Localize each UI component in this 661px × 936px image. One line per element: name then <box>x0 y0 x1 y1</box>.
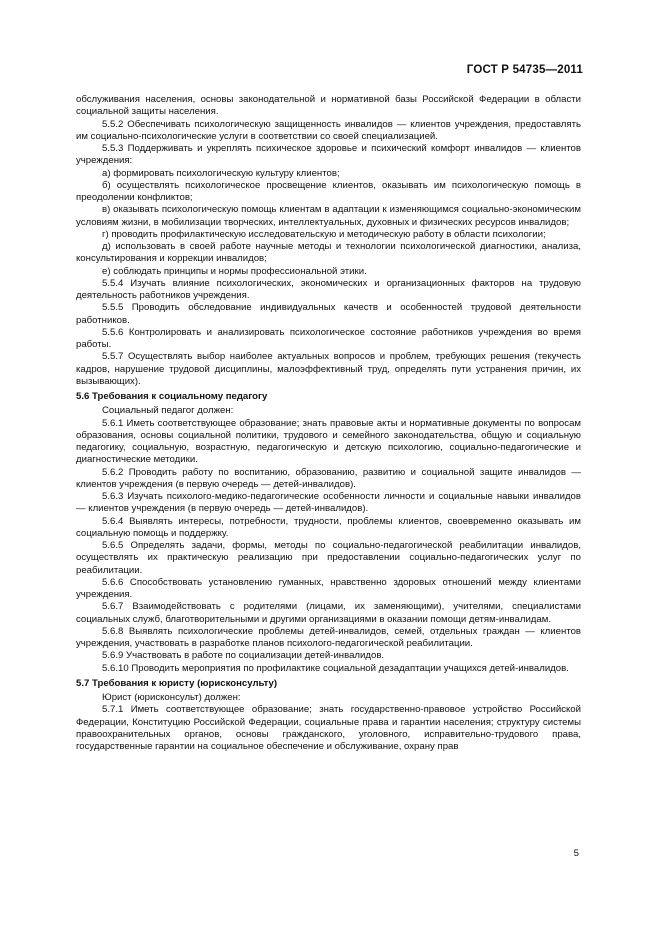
section-intro: Юрист (юрисконсульт) должен: <box>102 692 241 703</box>
list-item-b: б) осуществлять психологическое просвещение клиентов, оказывать им психологическую помощь в преодолении конфликтов; <box>76 179 581 203</box>
document-body <box>76 94 581 753</box>
list-item-e: е) соблюдать принципы и нормы профессиональной этики. <box>102 265 367 277</box>
clause-5-6-8: 5.6.8 Выявлять психологические проблемы детей-инвалидов, семей, отдельных граждан — клиентов учреждения, участвовать в разработке планов психолого-педагогической реабилитации. <box>76 625 581 649</box>
clause-5-6-4: 5.6.4 Выявлять интересы, потребности, трудности, проблемы клиентов, своевременно оказывать им социальную помощь и поддержку. <box>76 515 581 539</box>
clause-5-7-1: 5.7.1 Иметь соответствующее образование; знать государственно-правовое устройство Российской Федерации, Конституцию Российской Федерации, социальные права и гарантии населения; структуру системы правоохранительных органов, основы гражданского, уголовного, исправительно-трудового права, государственные гарантии на социальное обеспечение и обслуживание, охрану прав <box>76 704 581 752</box>
clause-5-6-3: 5.6.3 Изучать психолого-медико-педагогические особенности личности и социальные навыки инвалидов — клиентов учреждения (в первую очередь — детей-инвалидов). <box>76 491 581 515</box>
paragraph: обслуживания населения, основы законодательной и нормативной базы Российской Федерации в области социальной защиты населения. <box>76 94 581 118</box>
clause-5-6-1: 5.6.1 Иметь соответствующее образование; знать правовые акты и нормативные документы по вопросам образования, основы социальной политики, трудового и семейного законодательства, общую и социальную педагогику, социальную, возрастную, педагогическую и детскую психологию, социально-педагогические и диагностические методики. <box>76 417 581 466</box>
list-item-a: а) формировать психологическую культуру клиентов; <box>102 167 340 179</box>
clause-5-5-5: 5.5.5 Проводить обследование индивидуальных качеств и особенностей трудовой деятельности работников. <box>76 302 581 326</box>
clause-5-6-10: 5.6.10 Проводить мероприятия по профилактике социальной дезадаптации учащихся детей-инвалидов. <box>102 662 569 674</box>
clause-5-6-9: 5.6.9 Участвовать в работе по социализации детей-инвалидов. <box>102 650 385 662</box>
list-item-g: г) проводить профилактическую исследовательскую и методическую работу в области психологии; <box>102 228 546 240</box>
list-item-d: д) использовать в своей работе научные методы и технологии психологической диагностики, анализа, консультирования и коррекции инвалидов; <box>76 241 581 265</box>
clause-5-6-2: 5.6.2 Проводить работу по воспитанию, образованию, развитию и социальной защите инвалидов — клиентов учреждения (в первую очередь — детей-инвалидов). <box>76 466 581 490</box>
clause-5-6-7: 5.6.7 Взаимодействовать с родителями (лицами, их заменяющими), учителями, специалистами социальных служб, благотворительными и другими организациями в оказании помощи детям-инвалидам. <box>76 601 581 625</box>
list-item-v: в) оказывать психологическую помощь клиентам в адаптации к изменяющимся социально-экономическим условиям жизни, в мобилизации творческих, интеллектуальных, духовных и физических ресурсов инвалидов; <box>76 204 581 228</box>
section-intro: Социальный педагог должен: <box>102 405 234 417</box>
clause-5-6-5: 5.6.5 Определять задачи, формы, методы по социально-педагогической реабилитации инвалидов, осуществлять их практическую реализацию при предоставлении социально-педагогических услуг по реабилитации. <box>76 540 581 576</box>
clause-5-5-3: 5.5.3 Поддерживать и укреплять психическое здоровье и психический комфорт инвалидов — клиентов учреждения: <box>76 143 581 167</box>
clause-5-5-6: 5.5.6 Контролировать и анализировать психологическое состояние работников учреждения во время работы. <box>76 326 581 350</box>
clause-5-5-7: 5.5.7 Осуществлять выбор наиболее актуальных вопросов и проблем, требующих решения (текучесть кадров, нарушение трудовой дисциплины, малоэффективный труд, определять пути устранения причин, их вызывающих). <box>76 351 581 387</box>
section-heading-5-7: 5.7 Требования к юристу (юрисконсульту) <box>76 677 278 689</box>
clause-5-6-6: 5.6.6 Способствовать установлению гуманных, нравственно здоровых отношений между клиентами учреждения. <box>76 576 581 600</box>
section-heading-5-6: 5.6 Требования к социальному педагогу <box>76 391 268 402</box>
standard-code-header: ГОСТ Р 54735—2011 <box>466 64 583 76</box>
clause-5-5-4: 5.5.4 Изучать влияние психологических, экономических и организационных факторов на трудовую деятельность работников учреждения. <box>76 277 581 301</box>
clause-5-5-2: 5.5.2 Обеспечивать психологическую защищенность инвалидов — клиентов учреждения, предоставлять им социально-психологические услуги в соответствии со своей специализацией. <box>76 118 581 142</box>
page-number: 5 <box>573 848 579 859</box>
